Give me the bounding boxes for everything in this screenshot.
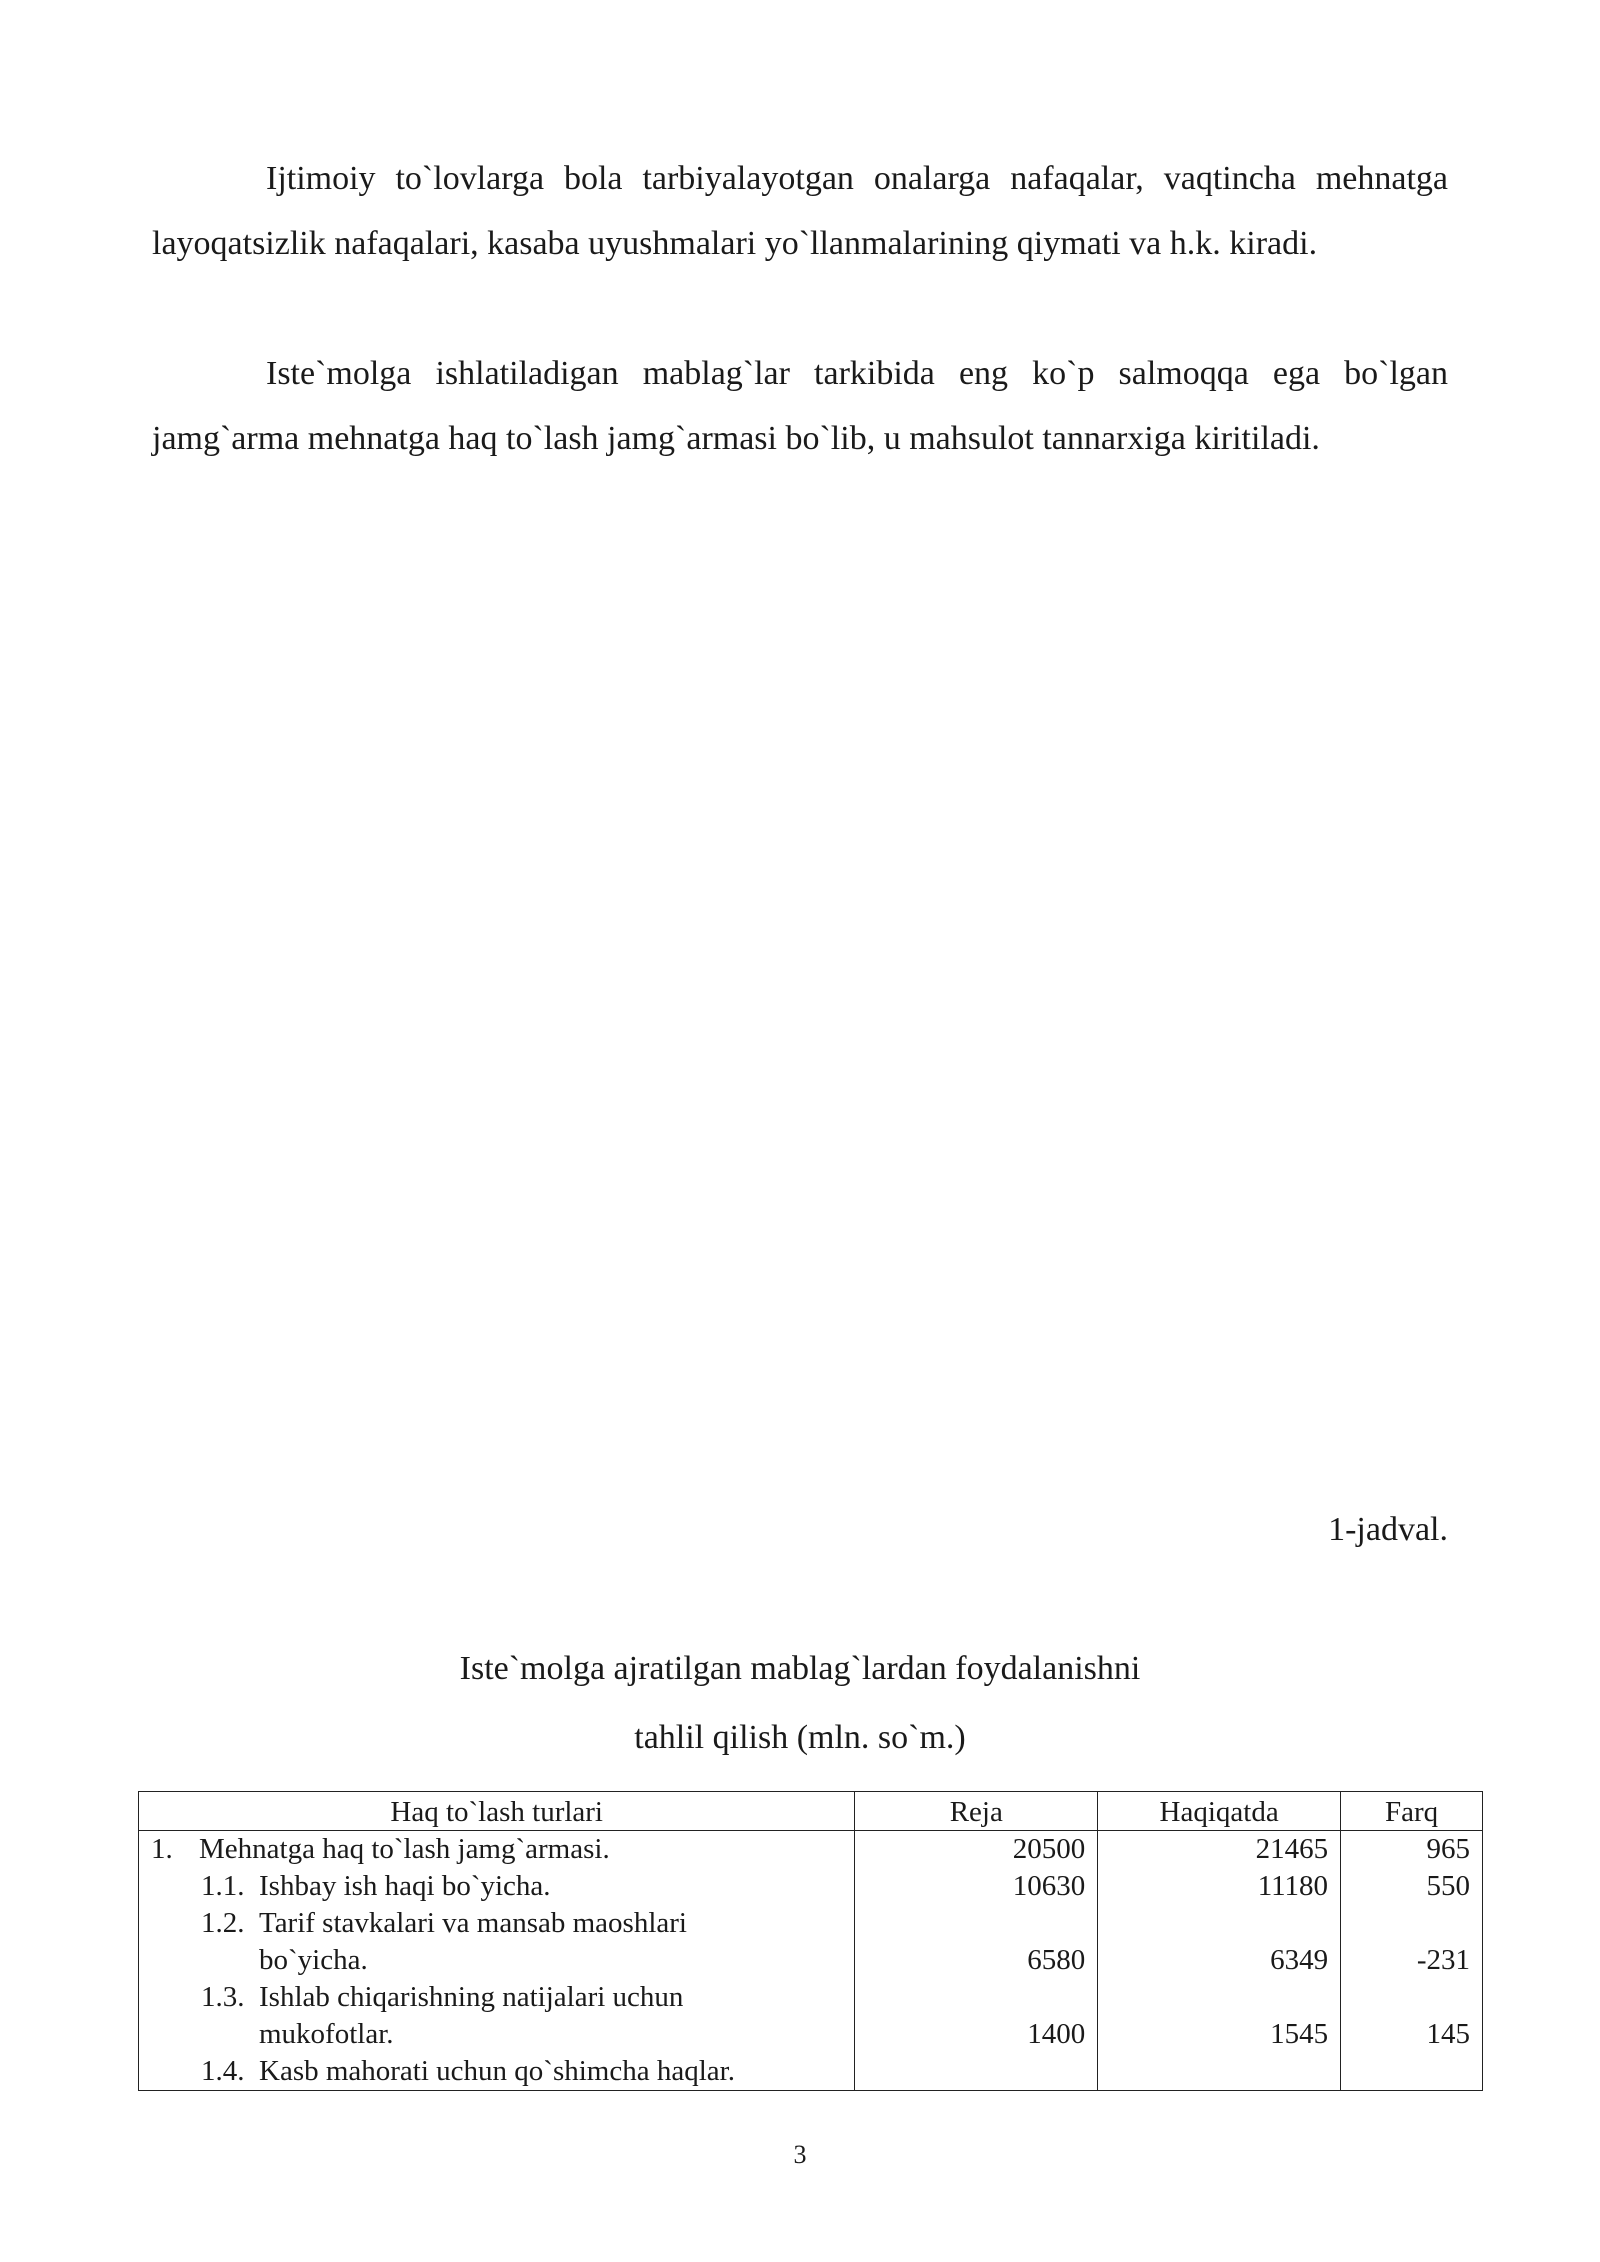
table-row <box>139 1905 1483 1979</box>
plan-cell: 10630 <box>855 1868 1098 1905</box>
actual-cell <box>1098 2053 1341 2091</box>
paragraph-text: Ijtimoiy to`lovlarga bola tarbiyalayotgan onalarga nafaqalar, vaqtincha mehnatga layoqatsizlik nafaqalari, kasaba uyushmalari yo`llanmalarining qiymati va h.k. kiradi. <box>152 160 1448 262</box>
header-actual: Haqiqatda <box>1098 1792 1341 1831</box>
actual-cell: 21465 <box>1098 1831 1341 1869</box>
table-row <box>139 2053 1483 2091</box>
actual-cell: 1545 <box>1098 1979 1341 2053</box>
row-label <box>139 1831 855 1869</box>
actual-cell: 11180 <box>1098 1868 1341 1905</box>
paragraph-social-payments <box>152 146 1448 276</box>
header-plan: Reja <box>855 1792 1098 1831</box>
row-number: 1.1. <box>201 1870 245 1902</box>
row-text: Kasb mahorati uchun qo`shimcha haqlar. <box>259 2055 735 2087</box>
row-text: Ishbay ish haqi bo`yicha. <box>259 1870 551 1902</box>
difference-cell: 145 <box>1341 1979 1483 2053</box>
row-label <box>139 1868 855 1905</box>
funds-usage-table <box>138 1791 1483 2091</box>
row-label <box>139 1979 855 2053</box>
difference-cell <box>1341 2053 1483 2091</box>
row-text-line-2: mukofotlar. <box>259 2018 394 2050</box>
table-row <box>139 1868 1483 1905</box>
row-text-line-2: bo`yicha. <box>259 1944 368 1976</box>
row-text: Mehnatga haq to`lash jamg`armasi. <box>199 1833 610 1865</box>
header-difference: Farq <box>1341 1792 1483 1831</box>
actual-cell: 6349 <box>1098 1905 1341 1979</box>
table-title-line-1: Iste`molga ajratilgan mablag`lardan foydalanishni <box>459 1650 1141 1687</box>
row-text <box>259 1905 687 1979</box>
difference-cell: 965 <box>1341 1831 1483 1869</box>
row-label <box>139 2053 855 2091</box>
paragraph-text: Iste`molga ishlatiladigan mablag`lar tarkibida eng ko`p salmoqqa ega bo`lgan jamg`arma mehnatga haq to`lash jamg`armasi bo`lib, u mahsulot tannarxiga kiritiladi. <box>152 355 1448 457</box>
row-number: 1.3. <box>201 1981 245 2013</box>
plan-cell <box>855 2053 1098 2091</box>
plan-cell: 20500 <box>855 1831 1098 1869</box>
row-number: 1.2. <box>201 1907 245 1939</box>
paragraph-wage-fund <box>152 341 1448 471</box>
table-title-line-2: tahlil qilish (mln. so`m.) <box>634 1719 966 1756</box>
row-number: 1.4. <box>201 2055 245 2087</box>
row-label <box>139 1905 855 1979</box>
table-header-row <box>139 1792 1483 1831</box>
page-number: 3 <box>793 2140 807 2169</box>
table-row <box>139 1979 1483 2053</box>
difference-cell: -231 <box>1341 1905 1483 1979</box>
row-number: 1. <box>151 1833 173 1865</box>
plan-cell: 6580 <box>855 1905 1098 1979</box>
row-text-line-1: Ishlab chiqarishning natijalari uchun <box>259 1981 684 2013</box>
header-payment-types: Haq to`lash turlari <box>139 1792 855 1831</box>
row-text-line-1: Tarif stavkalari va mansab maoshlari <box>259 1907 687 1939</box>
difference-cell: 550 <box>1341 1868 1483 1905</box>
table-row <box>139 1831 1483 1869</box>
table-number-label: 1-jadval. <box>1328 1511 1448 1548</box>
plan-cell: 1400 <box>855 1979 1098 2053</box>
row-text <box>259 1979 683 2053</box>
